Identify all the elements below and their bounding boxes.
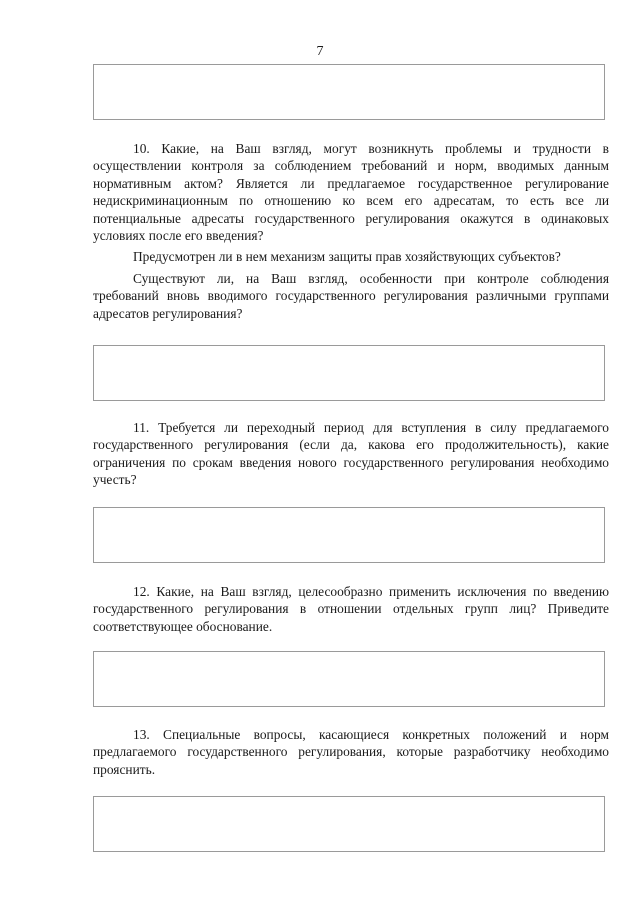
- question-10: [93, 140, 609, 322]
- question-10-subquestion-2: Существуют ли, на Ваш взгляд, особенности при контроле соблюдения требований вновь вводимого государственного регулирования различными группами адресатов регулирования?: [93, 270, 609, 321]
- question-13-text: 13. Специальные вопросы, касающиеся конкретных положений и норм предлагаемого государственного регулирования, которые разработчику необходимо прояснить.: [93, 727, 609, 777]
- answer-box-question-11[interactable]: [93, 507, 605, 563]
- page-number: 7: [316, 44, 324, 59]
- answer-box-previous[interactable]: [93, 64, 605, 120]
- question-12: [93, 583, 609, 635]
- answer-box-question-12[interactable]: [93, 651, 605, 707]
- answer-box-question-13[interactable]: [93, 796, 605, 852]
- question-10-text: 10. Какие, на Ваш взгляд, могут возникнуть проблемы и трудности в осуществлении контроля за соблюдением требований и норм, вводимых данным нормативным актом? Является ли предлагаемое государственное регулирование недискриминационным по отношению ко всем его адресатам, то есть все ли потенциальные адресаты государственного регулирования окажутся в одинаковых условиях после его введения?: [93, 141, 609, 244]
- question-10-subquestion-1: Предусмотрен ли в нем механизм защиты прав хозяйствующих субъектов?: [133, 249, 561, 265]
- question-12-text: 12. Какие, на Ваш взгляд, целесообразно применить исключения по введению государственного регулирования в отношении отдельных групп лиц? Приведите соответствующее обоснование.: [93, 584, 609, 634]
- answer-box-question-10[interactable]: [93, 345, 605, 401]
- question-13: [93, 726, 609, 778]
- question-11-text: 11. Требуется ли переходный период для вступления в силу предлагаемого государственного регулирования (если да, какова его продолжительность), какие ограничения по срокам введения нового государственного регулирования необходимо учесть?: [93, 420, 609, 488]
- question-11: [93, 419, 609, 489]
